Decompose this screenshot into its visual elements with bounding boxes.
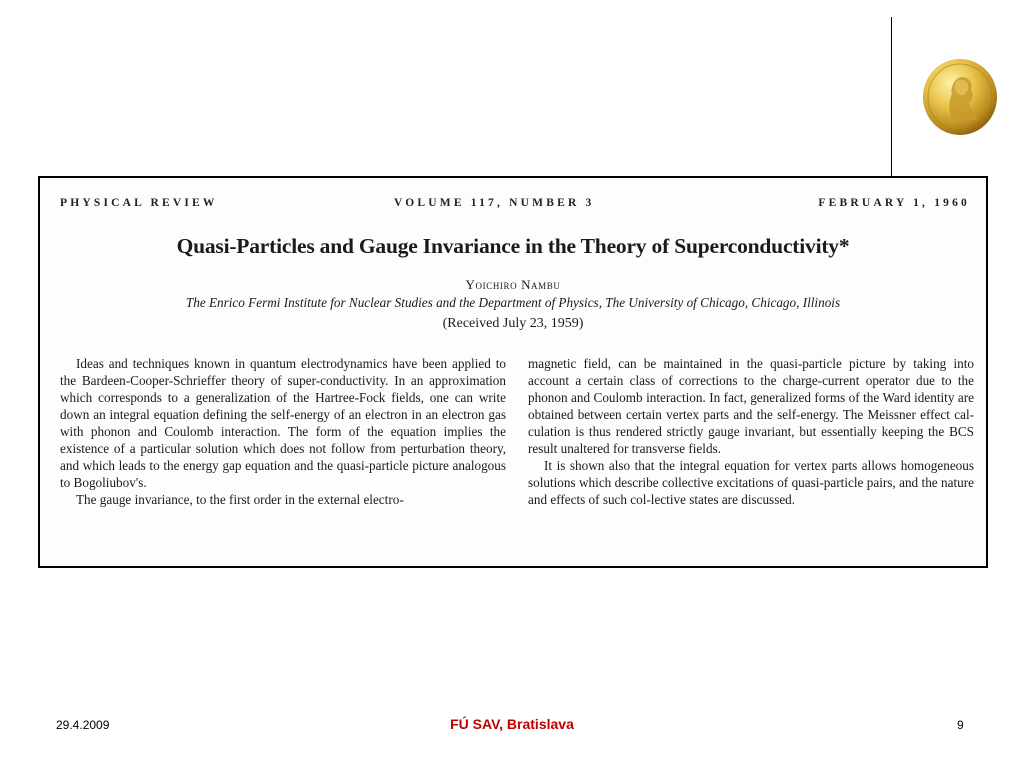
abstract-left-column	[60, 355, 506, 508]
journal-name: PHYSICAL REVIEW	[60, 197, 218, 209]
paper-excerpt	[38, 176, 988, 568]
abstract-right-column	[528, 355, 974, 508]
abstract-paragraph: Ideas and techniques known in quantum electrodynamics have been applied to the Bardeen-Cooper-Schrieffer theory of super-conductivity. In an approximation which corresponds to a generalization of the Hartree-Fock fields, one can write down an integral equation defining the self-energy of an electron in an electron gas with phonon and Coulomb interaction. The form of the equation implies the existence of a particular solution which does not follow from perturbation theory, and which leads to the energy gap equation and the quasi-particle picture analogous to Bogoliubov's.	[60, 356, 506, 490]
abstract-paragraph: magnetic field, can be maintained in the quasi-particle picture by taking into account a certain class of corrections to the charge-current operator due to the phonon and Coulomb interaction. In fact, generalized forms of the Ward identity are obtained between certain vertex parts and the self-energy. The Meissner effect cal-culation is thus rendered strictly gauge invariant, but essentially keeping the BCS result unaltered for transverse fields.	[528, 356, 974, 456]
page-number: 9	[957, 718, 964, 732]
abstract-paragraph: The gauge invariance, to the first order in the external electro-	[76, 492, 404, 507]
abstract-paragraph: It is shown also that the integral equation for vertex parts allows homogeneous solutions which describe collective excitations of quasi-particle pairs, and the nature and effects of such col-lective states are discussed.	[528, 458, 974, 507]
paper-author: Yoichiro Nambu	[465, 277, 561, 292]
footer-institution: FÚ SAV, Bratislava	[450, 716, 574, 732]
paper-affiliation: The Enrico Fermi Institute for Nuclear Studies and the Department of Physics, The University of Chicago, Chicago, Illinois	[185, 295, 841, 310]
journal-header	[60, 197, 970, 213]
nobel-medal-icon	[922, 58, 998, 136]
footer-date: 29.4.2009	[56, 718, 110, 732]
received-date: (Received July 23, 1959)	[442, 316, 584, 331]
paper-title: Quasi-Particles and Gauge Invariance in the Theory of Superconductivity*	[176, 234, 850, 258]
vertical-divider-line	[891, 17, 892, 177]
journal-date: FEBRUARY 1, 1960	[818, 197, 970, 209]
journal-volume: VOLUME 117, NUMBER 3	[394, 197, 595, 209]
